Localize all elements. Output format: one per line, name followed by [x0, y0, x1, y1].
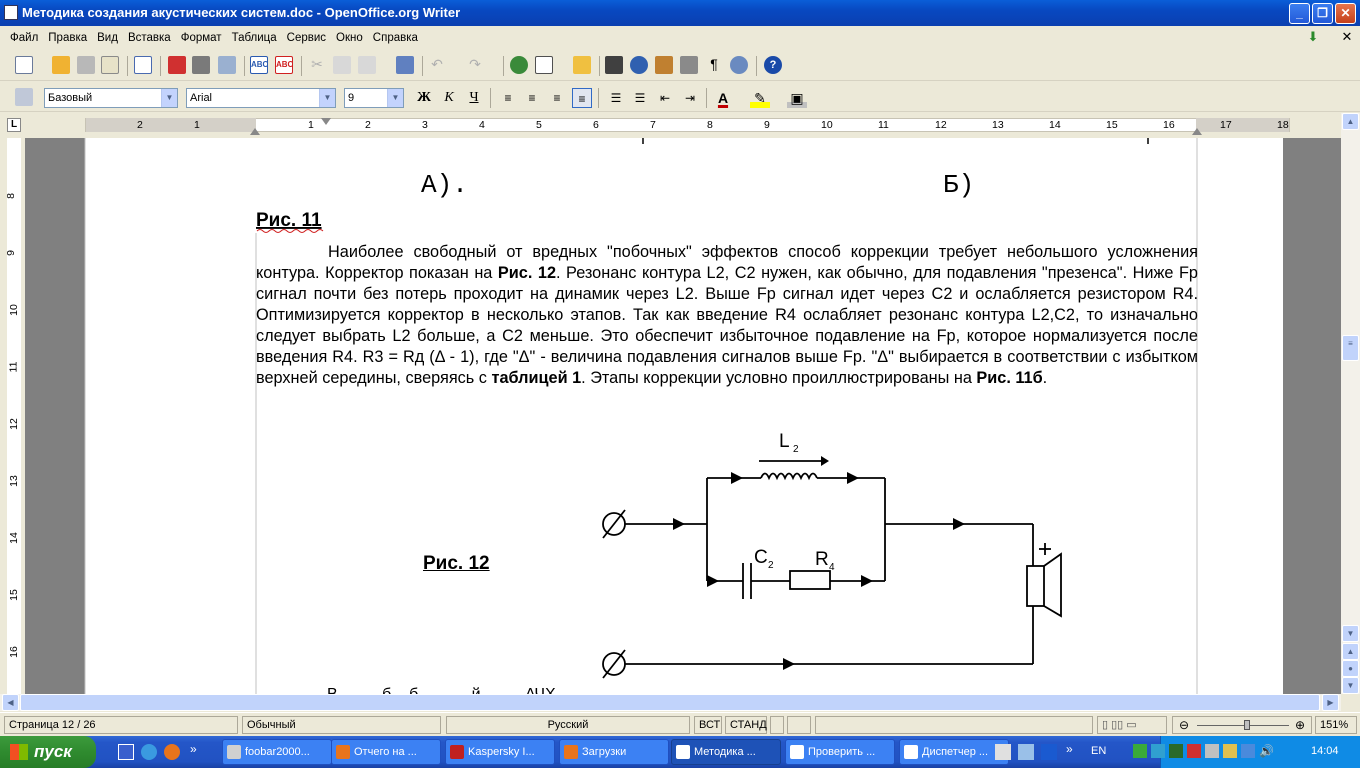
title-bar	[0, 0, 1360, 26]
inductor-subscript: 2	[793, 444, 799, 455]
tray-network-icon[interactable]	[1041, 744, 1057, 760]
email-icon[interactable]	[101, 56, 119, 74]
taskbar	[0, 736, 1360, 768]
taskbar-button-label: Загрузки	[582, 746, 627, 758]
inductor-label: L	[779, 431, 790, 452]
resistor-label: R	[815, 549, 829, 570]
close-document-icon[interactable]: ✕	[1341, 29, 1353, 44]
document-page[interactable]	[85, 138, 1283, 694]
menu-bar	[0, 26, 1360, 50]
ruler-number: 11	[878, 119, 889, 131]
system-tray	[1066, 736, 1360, 768]
menu-view[interactable]: Вид	[97, 32, 118, 44]
autospellcheck-icon[interactable]: ABC	[275, 56, 293, 74]
navigator-icon[interactable]	[630, 56, 648, 74]
underline-button[interactable]: Ч	[469, 90, 479, 105]
vruler-number: 16	[7, 646, 20, 658]
ruler-number: 13	[992, 119, 1004, 131]
close-button[interactable]: ✕	[1335, 3, 1356, 24]
spellcheck-icon[interactable]: ABC	[250, 56, 268, 74]
capacitor-label: C	[754, 547, 768, 568]
update-download-icon[interactable]: ⬇	[1307, 29, 1319, 44]
document-workspace	[25, 138, 1341, 694]
zoom-in-icon[interactable]: ⊕	[1295, 718, 1306, 732]
vruler-number: 8	[4, 193, 17, 199]
numbering-icon[interactable]: ☰	[610, 91, 622, 105]
paragraph-style-value: Базовый	[48, 92, 93, 104]
menu-format[interactable]: Формат	[180, 32, 222, 44]
paragraph-bold-1: Рис. 12	[497, 264, 556, 282]
taskbar-app-icon	[676, 745, 690, 759]
standard-toolbar	[0, 50, 1360, 81]
tray-printer-icon[interactable]	[995, 744, 1011, 760]
zoom-icon[interactable]	[730, 56, 748, 74]
align-center-icon[interactable]: ≡	[528, 91, 536, 105]
taskbar-app-icon	[336, 745, 350, 759]
paragraph-bold-2: таблицей 1	[491, 369, 582, 387]
fig12-caption: Рис. 12	[423, 553, 490, 574]
tray-device-icon[interactable]	[1018, 744, 1034, 760]
taskbar-button-label: foobar2000...	[245, 746, 310, 758]
hyperlink-mode-indicator[interactable]	[770, 716, 784, 734]
tray-icon-5[interactable]	[1205, 744, 1219, 758]
insert-mode-indicator[interactable]: ВСТ	[694, 716, 722, 734]
background-color-icon[interactable]: ▣	[787, 88, 807, 108]
find-replace-icon[interactable]	[605, 56, 623, 74]
chevron-down-icon: ▼	[387, 89, 403, 107]
quicklaunch-firefox-icon[interactable]	[164, 744, 180, 760]
zoom-percentage[interactable]: 151%	[1315, 716, 1357, 734]
start-label: пуск	[34, 742, 72, 761]
language-bar[interactable]: EN	[1091, 745, 1107, 757]
ruler-number: 7	[650, 119, 656, 131]
taskbar-button-label: Методика ...	[694, 746, 756, 758]
page-preview-icon[interactable]	[218, 56, 236, 74]
ruler-number: 1	[194, 119, 200, 131]
font-color-icon[interactable]: A	[717, 90, 729, 106]
font-size-value: 9	[348, 92, 355, 104]
data-sources-icon[interactable]	[680, 56, 698, 74]
menu-insert[interactable]: Вставка	[127, 32, 171, 44]
right-indent-marker[interactable]	[1192, 128, 1202, 135]
circuit-diagram	[85, 138, 1283, 694]
ruler-number: 2	[137, 119, 143, 131]
font-size-select[interactable]	[344, 88, 404, 108]
formatting-toolbar	[0, 82, 1360, 112]
increase-indent-icon[interactable]: ⇥	[684, 91, 696, 105]
ruler-number: 3	[422, 119, 428, 131]
quicklaunch-expand-icon[interactable]: »	[190, 742, 197, 756]
ruler-number: 8	[707, 119, 713, 131]
volume-icon[interactable]: 🔊	[1259, 744, 1274, 758]
taskbar-app-icon	[790, 745, 804, 759]
taskbar-button[interactable]	[445, 739, 555, 765]
ruler-number: 6	[593, 119, 599, 131]
decrease-indent-icon[interactable]: ⇤	[659, 91, 671, 105]
first-line-indent-marker[interactable]	[321, 118, 331, 125]
taskbar-button[interactable]	[671, 739, 781, 765]
quicklaunch-desktop-icon[interactable]	[118, 744, 134, 760]
vruler-number: 10	[7, 304, 20, 316]
bullets-icon[interactable]: ☰	[634, 91, 646, 105]
scroll-right-icon[interactable]: ▶	[1322, 694, 1339, 711]
ruler-number: 2	[365, 119, 371, 131]
ruler-number: 15	[1106, 119, 1118, 131]
edit-mode-icon[interactable]	[134, 56, 152, 74]
paragraph-text-1: Наиболее свободный от вредных "побочных" эффектов способ коррекции требует небольшого усложнения контура. Корректор показан на	[256, 243, 1198, 282]
ruler-number: 4	[479, 119, 485, 131]
taskbar-button-label: Проверить ...	[808, 746, 876, 758]
ruler-number: 16	[1163, 119, 1175, 131]
new-document-icon[interactable]	[15, 56, 33, 74]
justify-icon[interactable]: ≡	[572, 88, 592, 108]
next-page-icon[interactable]: ▼	[1342, 677, 1359, 694]
taskbar-app-icon	[564, 745, 578, 759]
paragraph-text-4: .	[1042, 369, 1048, 387]
horizontal-ruler[interactable]	[0, 113, 1360, 137]
export-pdf-icon[interactable]	[168, 56, 186, 74]
taskbar-button[interactable]	[899, 739, 1009, 765]
vruler-number: 15	[7, 589, 20, 601]
italic-button[interactable]: К	[444, 90, 454, 105]
bold-button[interactable]: Ж	[417, 90, 431, 105]
gallery-icon[interactable]	[655, 56, 673, 74]
open-icon[interactable]	[52, 56, 70, 74]
vertical-ruler	[0, 138, 25, 694]
print-icon[interactable]	[192, 56, 210, 74]
language-indicator[interactable]: Русский	[446, 716, 690, 734]
view-layout-icons[interactable]: ▯ ▯▯ ▭	[1097, 716, 1167, 734]
taskbar-app-icon	[450, 745, 464, 759]
undo-icon[interactable]: ↶	[431, 56, 443, 72]
scroll-thumb[interactable]: ≡	[1342, 335, 1359, 361]
window-title: Методика создания акустических систем.doc - OpenOffice.org Writer	[22, 5, 461, 20]
ruler-number: 17	[1220, 119, 1232, 131]
resistor-subscript: 4	[829, 562, 835, 573]
page-indicator[interactable]: Страница 12 / 26	[4, 716, 238, 734]
horizontal-scrollbar[interactable]	[0, 694, 1341, 711]
scroll-left-icon[interactable]: ◀	[2, 694, 19, 711]
ruler-number: 10	[821, 119, 833, 131]
tray-icon-6[interactable]	[1223, 744, 1237, 758]
tray-icon-7[interactable]	[1241, 744, 1255, 758]
menu-file[interactable]: Файл	[10, 32, 39, 44]
capacitor-subscript: 2	[768, 560, 774, 571]
ruler-number: 14	[1049, 119, 1061, 131]
minimize-button[interactable]: _	[1289, 3, 1310, 24]
ruler-number: 9	[764, 119, 770, 131]
start-button[interactable]	[0, 736, 96, 768]
left-indent-marker[interactable]	[250, 128, 260, 135]
document-modified-indicator[interactable]	[787, 716, 811, 734]
copy-icon[interactable]	[333, 56, 351, 74]
tray-icon-1[interactable]	[1133, 744, 1147, 758]
save-icon[interactable]	[77, 56, 95, 74]
taskbar-button[interactable]	[331, 739, 441, 765]
ruler-number: 5	[536, 119, 542, 131]
zoom-slider-thumb[interactable]	[1244, 720, 1250, 730]
figure-label-a: А).	[421, 170, 468, 200]
font-name-value: Arial	[190, 92, 213, 104]
previous-page-icon[interactable]: ▲	[1342, 643, 1359, 660]
navigation-icon[interactable]: ●	[1342, 660, 1359, 677]
menu-help[interactable]: Справка	[372, 32, 418, 44]
tab-stop-selector[interactable]: L	[7, 118, 21, 132]
taskbar-button-label: Отчего на ...	[354, 746, 417, 758]
figure-label-b: Б)	[943, 170, 975, 200]
formatting-marks-icon[interactable]: ¶	[710, 56, 718, 72]
selection-mode-indicator[interactable]: СТАНД	[725, 716, 767, 734]
ruler-number: 1	[308, 119, 314, 131]
status-bar	[0, 712, 1360, 736]
hyperlink-icon[interactable]	[510, 56, 528, 74]
show-draw-functions-icon[interactable]	[573, 56, 591, 74]
writer-app-icon	[4, 5, 18, 20]
windows-logo-icon	[10, 744, 28, 760]
taskbar-app-icon	[227, 745, 241, 759]
menu-window[interactable]: Окно	[336, 32, 363, 44]
clock[interactable]: 14:04	[1311, 745, 1339, 757]
table-icon[interactable]	[535, 56, 553, 74]
maximize-button[interactable]: ❐	[1312, 3, 1333, 24]
paragraph-bold-3: Рис. 11б	[976, 369, 1043, 387]
vruler-number: 11	[7, 361, 20, 373]
font-name-select[interactable]	[186, 88, 336, 108]
redo-icon[interactable]: ↷	[469, 56, 481, 72]
vruler-number: 12	[7, 418, 20, 430]
zoom-slider[interactable]	[1172, 716, 1312, 734]
menu-table[interactable]: Таблица	[231, 32, 277, 44]
fig11-caption: Рис. 11	[256, 210, 322, 231]
tray-kaspersky-icon[interactable]	[1187, 744, 1201, 758]
styles-icon[interactable]	[15, 88, 33, 106]
align-right-icon[interactable]: ≡	[553, 91, 561, 105]
align-left-icon[interactable]: ≡	[504, 91, 512, 105]
paragraph-text-3: . Этапы коррекции условно проиллюстрированы на	[581, 369, 977, 387]
menu-edit[interactable]: Правка	[48, 32, 88, 44]
vertical-scrollbar[interactable]	[1341, 113, 1360, 694]
vruler-number: 13	[7, 475, 20, 487]
help-icon[interactable]: ?	[764, 56, 782, 74]
vruler-number: 9	[4, 250, 17, 256]
zoom-out-icon[interactable]: ⊖	[1179, 718, 1190, 732]
page-style-indicator[interactable]: Обычный	[242, 716, 441, 734]
tray-expand-icon[interactable]: »	[1066, 742, 1073, 756]
menu-tools[interactable]: Сервис	[286, 32, 327, 44]
signature-indicator	[815, 716, 1093, 734]
chevron-down-icon: ▼	[161, 89, 177, 107]
vruler-number: 14	[7, 532, 20, 544]
tray-icon-3[interactable]	[1169, 744, 1183, 758]
ruler-number: 18	[1277, 119, 1289, 131]
paragraph-text-2: . Резонанс контура L2, C2 нужен, как обычно, для подавления "презенса". Ниже Fр сигнал почти без потерь проходит на динамик через L2. Выше Fр сигнал идет через C2 и ослабляется резистором R4. Оптимизируется корректор в несколько этапов. Так как введение R4 ослабляет резонанс контура L2,C2, то изначально следует выбрать L2 больше, а C2 меньше. Это обеспечит избыточное подавление на Fр, которое нормализуется после введения R4. R3 = Rд (Δ - 1), где "Δ" - величина подавления сигналов выше Fр. "Δ" выбирается в соответствии с избытком верхней середины, сверяясь с	[256, 264, 1198, 387]
cut-icon[interactable]: ✂	[311, 56, 323, 72]
tray-icon-2[interactable]	[1151, 744, 1165, 758]
chevron-down-icon: ▼	[319, 89, 335, 107]
highlight-icon[interactable]: ✎	[750, 88, 770, 108]
clone-format-icon[interactable]	[396, 56, 414, 74]
scroll-up-icon[interactable]: ▲	[1342, 113, 1359, 130]
taskbar-app-icon	[904, 745, 918, 759]
paragraph-style-select[interactable]	[44, 88, 178, 108]
paste-icon[interactable]	[358, 56, 376, 74]
taskbar-button[interactable]	[222, 739, 332, 765]
scroll-down-icon[interactable]: ▼	[1342, 625, 1359, 642]
taskbar-button-label: Kaspersky I...	[468, 746, 535, 758]
taskbar-button[interactable]	[559, 739, 669, 765]
hscroll-thumb[interactable]	[20, 694, 1320, 711]
quicklaunch-ie-icon[interactable]	[141, 744, 157, 760]
ruler-number: 12	[935, 119, 947, 131]
taskbar-button[interactable]	[785, 739, 895, 765]
taskbar-button-label: Диспетчер ...	[922, 746, 989, 758]
